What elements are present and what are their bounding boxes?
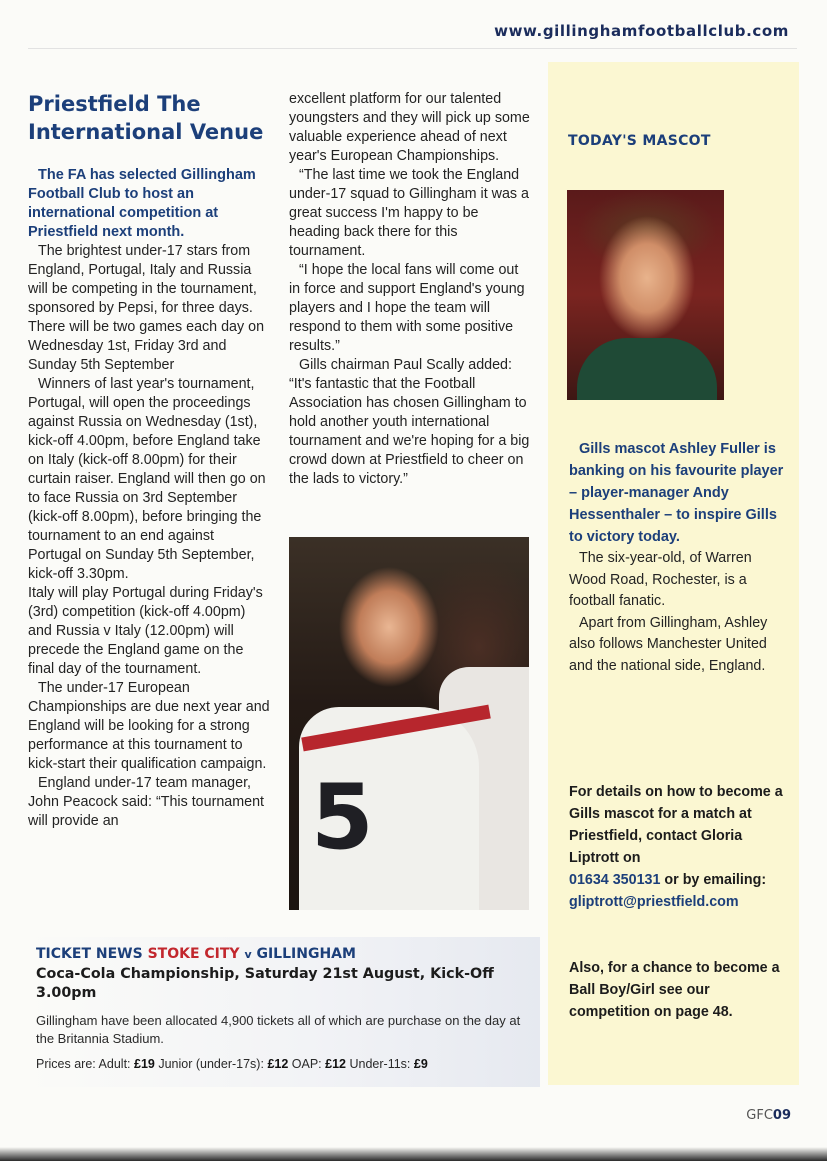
article-paragraph: “I hope the local fans will come out in force and support England's young players and I hope the team will respond to them with some positive results.” [289, 262, 525, 354]
article-paragraph: Gills chairman Paul Scally added: “It's fantastic that the Football Association has chosen Gillingham to hold another youth international tournament and we're hoping for a big crowd down at Priestfield to cheer on the lads to victory.” [289, 357, 530, 487]
price-label: OAP: [291, 1057, 322, 1071]
price-label: Under-11s: [349, 1057, 411, 1071]
price-value: £12 [267, 1057, 289, 1071]
page-edge-shadow [0, 1147, 827, 1161]
contact-or: or by emailing: [664, 872, 767, 888]
price-value: £12 [325, 1057, 346, 1071]
ticket-heading [36, 946, 536, 962]
page-folio [746, 1108, 791, 1123]
page-number: 09 [772, 1108, 791, 1123]
article-paragraph: “The last time we took the England under-17 squad to Gillingham it was a great success I'm happy to be heading back there for this tournament. [289, 167, 530, 259]
ticket-label: TICKET NEWS [36, 946, 143, 962]
article-standfirst: The FA has selected Gillingham Football Club to host an international competition at Priestfield next month. [28, 167, 256, 240]
site-url: www.gillinghamfootballclub.com [494, 22, 789, 40]
mascot-contact [569, 781, 791, 913]
article-paragraph: England under-17 team manager, John Peacock said: “This tournament will provide an [28, 775, 265, 829]
article-paragraph: excellent platform for our talented youngsters and they will pick up some valuable experience ahead of next year's European Championships. [289, 91, 530, 164]
ticket-prices [36, 1057, 536, 1071]
price-value: £19 [134, 1057, 155, 1071]
headline-line-2: International Venue [28, 120, 264, 144]
folio-prefix: GFC [746, 1108, 773, 1123]
article-paragraph: Winners of last year's tournament, Portugal, will open the proceedings against Russia on Wednesday (1st), kick-off 4.00pm, before England take on Italy (kick-off 8.00pm) for their curtain raiser. England will then go on to face Russia on 3rd September (kick-off 8.00pm), before bringing the tournament to an end against Portugal on Sunday 5th September, kick-off 3.30pm. [28, 376, 266, 582]
ticket-versus: v [244, 948, 252, 961]
mascot-lead: Gills mascot Ashley Fuller is banking on his favourite player – player-manager Andy Hessenthaler – to inspire Gills to victory today. [569, 441, 784, 545]
ticket-away-team: GILLINGHAM [256, 946, 356, 962]
ticket-home-team: STOKE CITY [147, 946, 240, 962]
mascot-story [569, 438, 791, 677]
mascot-photo [567, 190, 724, 400]
price-label: Junior (under-17s): [158, 1057, 264, 1071]
article-paragraph: Italy will play Portugal during Friday's (3rd) competition (kick-off 4.00pm) and Russia v Italy (12.00pm) will precede the England game on the final day of the tournament. [28, 585, 263, 677]
article-paragraph: The under-17 European Championships are due next year and England will be looking for a strong performance at this tournament to kick-start their qualification campaign. [28, 680, 270, 772]
article-headline [28, 90, 270, 146]
mascot-paragraph: The six-year-old, of Warren Wood Road, Rochester, is a football fanatic. [569, 550, 752, 609]
price-label: Adult: [98, 1057, 131, 1071]
ticket-allocation: Gillingham have been allocated 4,900 tickets all of which are purchase on the day at the Britannia Stadium. [36, 1013, 521, 1046]
ticket-fixture: Coca-Cola Championship, Saturday 21st August, Kick-Off 3.00pm [36, 966, 494, 1001]
sidebar-title: TODAY'S MASCOT [568, 133, 711, 149]
header-rule [28, 48, 797, 49]
article-column-2 [289, 90, 531, 489]
prices-label: Prices are: [36, 1057, 96, 1071]
ticket-news [36, 946, 536, 1071]
photo-shirt-number: 5 [311, 765, 374, 870]
mascot-shirt [577, 338, 717, 400]
contact-phone[interactable]: 01634 350131 [569, 872, 661, 888]
players-celebrating-photo [289, 537, 529, 910]
price-value: £9 [413, 1057, 428, 1071]
ballboy-text: Also, for a chance to become a Ball Boy/Girl see our competition on page 48. [569, 960, 780, 1020]
headline-line-1: Priestfield The [28, 92, 201, 116]
contact-email[interactable]: gliptrott@priestfield.com [569, 894, 739, 910]
mascot-paragraph: Apart from Gillingham, Ashley also follows Manchester United and the national side, England. [569, 614, 768, 674]
article-paragraph: The brightest under-17 stars from England, Portugal, Italy and Russia will be competing in the tournament, sponsored by Pepsi, for three days. There will be two games each day on Wednesday 1st, Friday 3rd and Sunday 5th September [28, 243, 265, 373]
article-column-1 [28, 90, 270, 831]
contact-text: For details on how to become a Gills mascot for a match at Priestfield, contact Gloria Liptrott on [569, 784, 783, 866]
ballboy-note [569, 957, 791, 1023]
